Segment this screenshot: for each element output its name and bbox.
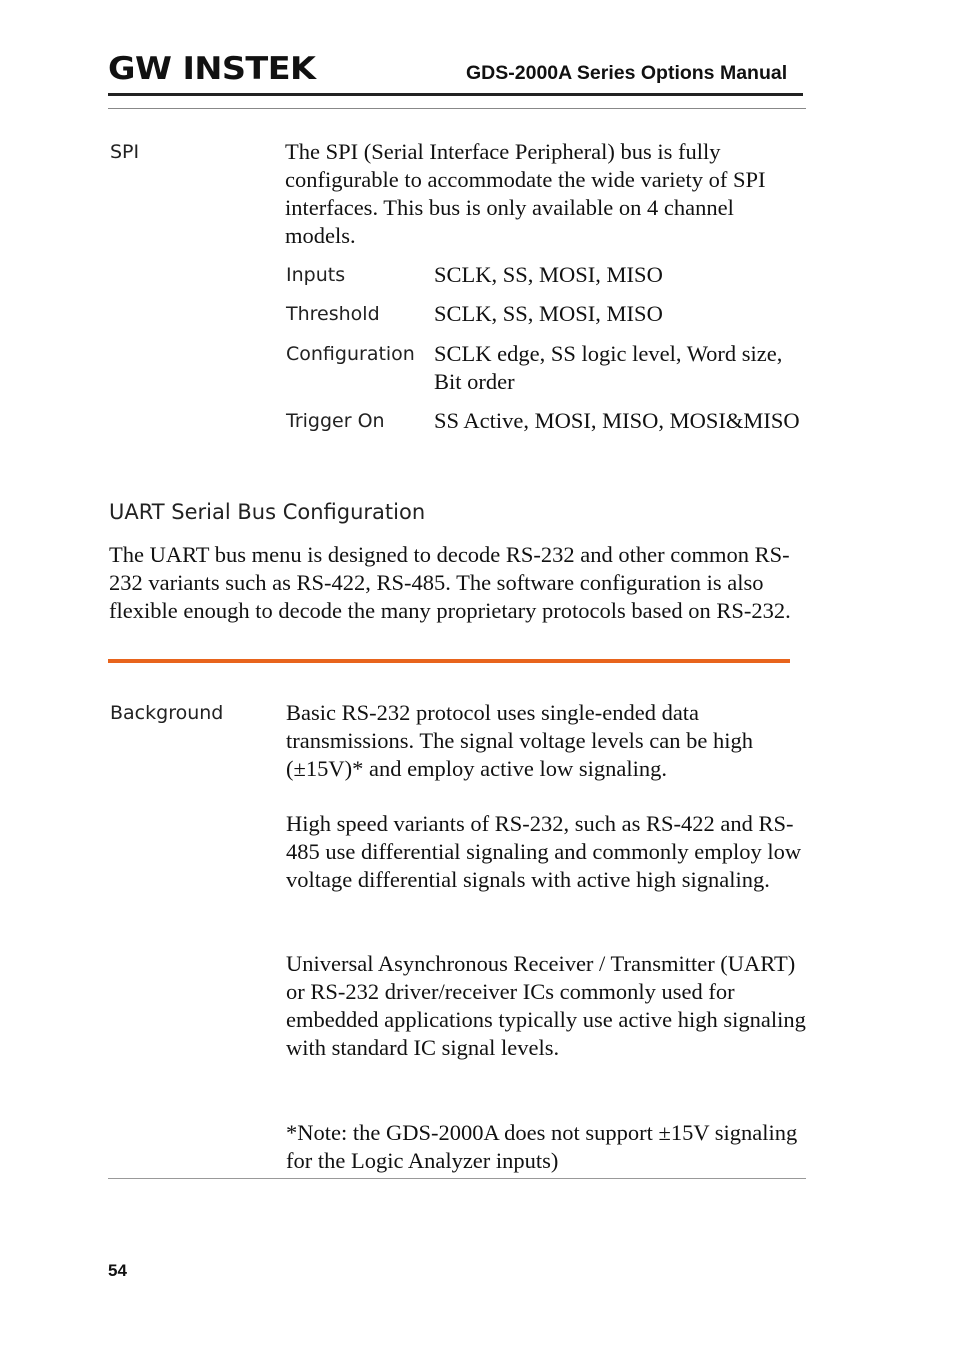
- section-divider: [108, 659, 790, 663]
- spi-label: SPI: [110, 141, 140, 163]
- background-note: *Note: the GDS-2000A does not support ±15V signaling for the Logic Analyzer inputs): [286, 1120, 798, 1173]
- spi-threshold-label: Threshold: [286, 303, 380, 325]
- spi-inputs-label: Inputs: [286, 264, 346, 286]
- header-rule-thin: [108, 108, 806, 109]
- uart-intro-paragraph: The UART bus menu is designed to decode RS-232 and other common RS-232 variants such as RS-422, RS-485. The software configuration is also flexible enough to decode the many proprietary protocols based on RS-232.: [109, 542, 791, 623]
- page-number: 54: [108, 1261, 127, 1280]
- manual-title: GDS-2000A Series Options Manual: [466, 62, 788, 84]
- background-paragraph-3: Universal Asynchronous Receiver / Transmitter (UART) or RS-232 driver/receiver ICs commonly used for embedded applications typically use active high signaling with standard IC signal levels.: [286, 951, 806, 1060]
- spi-configuration-label: Configuration: [286, 343, 415, 365]
- background-paragraph-1: Basic RS-232 protocol uses single-ended data transmissions. The signal voltage levels can be high (±15V)* and employ active low signaling.: [286, 700, 753, 781]
- gw-instek-logo: GW INSTEK: [108, 51, 316, 87]
- spi-description: The SPI (Serial Interface Peripheral) bus is fully configurable to accommodate the wide variety of SPI interfaces. This bus is only available on 4 channel models.: [285, 139, 766, 248]
- spi-threshold-value: SCLK, SS, MOSI, MISO: [434, 301, 663, 326]
- background-label: Background: [110, 702, 224, 724]
- table-bottom-rule: [108, 1178, 806, 1179]
- background-paragraph-2: High speed variants of RS-232, such as RS-422 and RS-485 use differential signaling and commonly employ low voltage differential signals with active high signaling.: [286, 811, 802, 892]
- header-rule: [108, 93, 803, 96]
- spi-trigger-on-label: Trigger On: [286, 410, 385, 432]
- spi-configuration-value: SCLK edge, SS logic level, Word size, Bit order: [434, 341, 783, 394]
- uart-section-heading: UART Serial Bus Configuration: [109, 500, 426, 524]
- spi-inputs-value: SCLK, SS, MOSI, MISO: [434, 262, 663, 287]
- spi-trigger-on-value: SS Active, MOSI, MISO, MOSI&MISO: [434, 408, 800, 433]
